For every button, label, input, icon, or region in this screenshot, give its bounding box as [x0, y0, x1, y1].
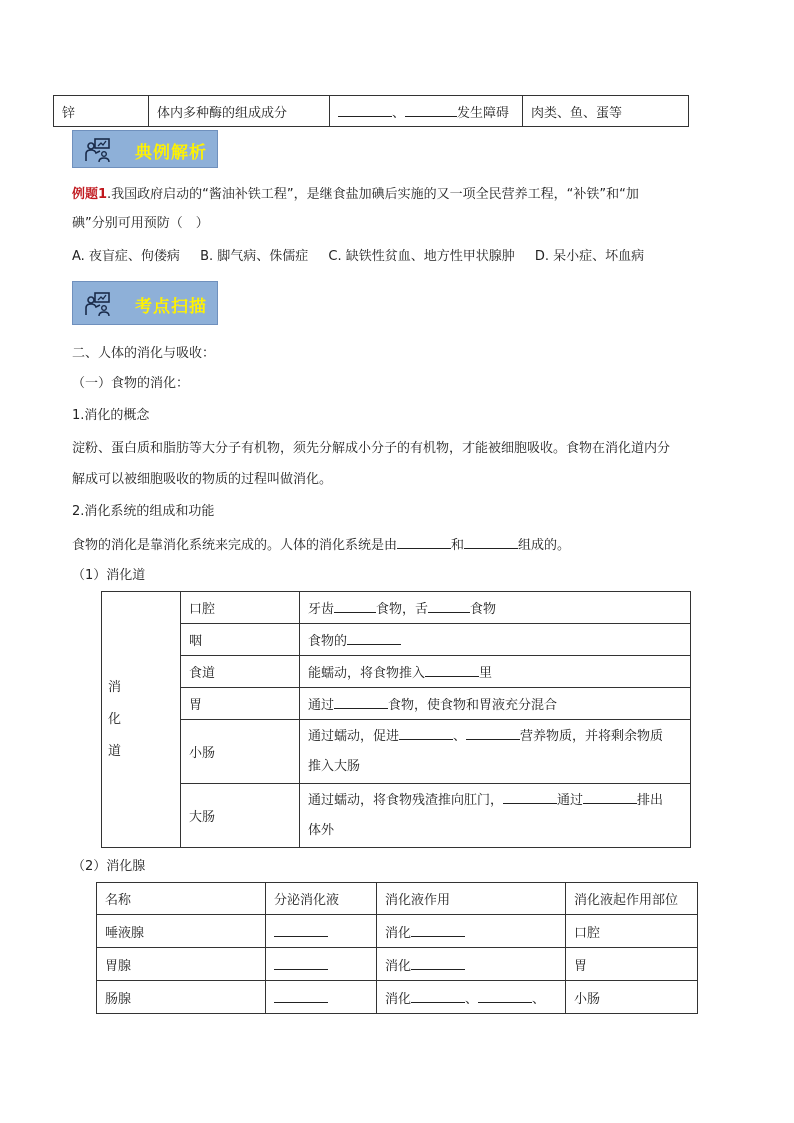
fill-blank — [347, 630, 401, 645]
table-row — [97, 948, 698, 981]
organ-cell — [181, 720, 300, 784]
system-text-c: 组成的。 — [518, 538, 571, 553]
concept-text-line2: 解成可以被细胞吸收的物质的过程叫做消化。 — [72, 472, 333, 487]
organ-cell — [181, 624, 300, 656]
organ-cell — [181, 592, 300, 624]
gland-name: 肠腺 — [97, 981, 266, 1014]
function-text: 排出 — [637, 792, 664, 808]
fill-blank — [334, 694, 388, 709]
organ-cell — [181, 784, 300, 848]
function-cell — [300, 624, 691, 656]
function-text: 食物，舌 — [376, 602, 429, 617]
action-text: 消化 — [385, 925, 412, 941]
site-cell: 小肠 — [566, 981, 698, 1014]
fill-blank — [411, 922, 465, 937]
fill-blank — [478, 988, 532, 1003]
table-row — [102, 656, 691, 688]
digestive-glands-table — [96, 882, 698, 1014]
section-heading: 二、人体的消化与吸收： — [72, 346, 216, 361]
section-banner-examples — [72, 130, 218, 168]
system-title: 2.消化系统的组成和功能 — [72, 504, 215, 519]
function-cell — [300, 656, 691, 688]
function-text: 牙齿 — [308, 602, 335, 617]
example-question-line1 — [72, 185, 639, 205]
separator-text: 、 — [392, 105, 406, 121]
column-header: 消化液作用 — [377, 883, 566, 915]
question-text: .我国政府启动的“酱油补铁工程”，是继食盐加碘后实施的又一项全民营养工程，“补铁”和“加 — [107, 187, 639, 202]
organ-name: 食道 — [189, 666, 216, 681]
function-text: 推入大肠 — [308, 758, 361, 774]
organ-cell — [181, 656, 300, 688]
digestive-tract-table — [101, 591, 691, 848]
subsection-heading: （一）食物的消化： — [72, 376, 190, 391]
nutrient-name-cell — [54, 96, 149, 127]
function-text: 通过 — [308, 698, 335, 713]
function-cell — [300, 592, 691, 624]
organ-cell — [181, 688, 300, 720]
secretion-cell — [266, 915, 377, 948]
column-header: 名称 — [97, 883, 266, 915]
food-source-cell — [523, 96, 689, 127]
group-label-char: 消 — [108, 679, 122, 695]
organ-name: 口腔 — [189, 602, 216, 617]
fill-blank — [466, 725, 520, 740]
fill-blank — [334, 598, 376, 613]
tract-group-label — [102, 592, 181, 848]
fill-blank — [274, 922, 328, 937]
function-text: 通过 — [557, 792, 584, 808]
group-label-char: 道 — [108, 743, 122, 759]
glands-title: （2）消化腺 — [72, 859, 146, 874]
function-text: 食物，使食物和胃液充分混合 — [388, 698, 558, 713]
system-text — [72, 534, 570, 556]
gland-name: 胃腺 — [97, 948, 266, 981]
option-d: D. 呆小症、坏血病 — [534, 249, 645, 264]
option-b: B. 脚气病、侏儒症 — [200, 249, 309, 264]
tract-title: （1）消化道 — [72, 568, 146, 583]
fill-blank — [338, 102, 392, 117]
banner-title: 典例解析 — [135, 143, 207, 163]
fill-blank — [428, 598, 470, 613]
action-text: 消化 — [385, 958, 412, 974]
section-banner-scan — [72, 281, 218, 325]
function-text: 通过蠕动，将食物残渣推向肛门， — [308, 792, 504, 808]
example-options — [72, 247, 644, 267]
fill-blank — [411, 955, 465, 970]
example-label: 例题1 — [72, 187, 108, 202]
system-text-a: 食物的消化是靠消化系统来完成的。人体的消化系统是由 — [72, 538, 398, 553]
function-text: 、 — [453, 728, 467, 744]
function-text: 里 — [479, 666, 493, 681]
concept-text-line1: 淀粉、蛋白质和脂肪等大分子有机物，须先分解成小分子的有机物，才能被细胞吸收。食物在消化道内分 — [72, 441, 671, 456]
separator-text: 、 — [465, 991, 479, 1007]
site-cell: 胃 — [566, 948, 698, 981]
action-cell — [377, 948, 566, 981]
nutrient-function-cell — [149, 96, 330, 127]
example-question-line2: 碘”分别可用预防（ ） — [72, 216, 209, 231]
banner-title: 考点扫描 — [135, 297, 207, 317]
person-teaching-icon — [85, 291, 111, 317]
organ-name: 咽 — [189, 634, 203, 649]
function-text: 能蠕动，将食物推入 — [308, 666, 426, 681]
organ-name: 大肠 — [189, 810, 216, 825]
deficiency-text: 发生障碍 — [457, 105, 510, 121]
fill-blank — [399, 725, 453, 740]
site-cell: 口腔 — [566, 915, 698, 948]
action-cell — [377, 915, 566, 948]
function-text: 食物的 — [308, 634, 348, 649]
fill-blank — [411, 988, 465, 1003]
function-cell — [300, 720, 691, 784]
person-teaching-icon — [85, 137, 111, 163]
table-row — [102, 592, 691, 624]
table-header-row — [97, 883, 698, 915]
nutrient-table-zinc-row — [53, 95, 689, 127]
function-text: 通过蠕动，促进 — [308, 728, 400, 744]
fill-blank — [397, 534, 451, 549]
fill-blank — [464, 534, 518, 549]
organ-name: 小肠 — [189, 746, 216, 761]
option-c: C. 缺铁性贫血、地方性甲状腺肿 — [328, 249, 515, 264]
table-row — [102, 720, 691, 784]
function-text: 营养物质，并将剩余物质 — [520, 728, 664, 744]
table-row — [97, 981, 698, 1014]
organ-name: 胃 — [189, 698, 203, 713]
nutrient-name: 锌 — [62, 105, 76, 121]
fill-blank — [503, 789, 557, 804]
fill-blank — [274, 988, 328, 1003]
deficiency-cell — [330, 96, 523, 127]
table-row — [102, 624, 691, 656]
action-text: 消化 — [385, 991, 412, 1007]
food-source: 肉类、鱼、蛋等 — [531, 105, 623, 121]
option-a: A. 夜盲症、佝偻病 — [72, 249, 180, 264]
fill-blank — [425, 662, 479, 677]
action-cell — [377, 981, 566, 1014]
system-text-b: 和 — [451, 538, 465, 553]
group-label-char: 化 — [108, 711, 122, 727]
secretion-cell — [266, 948, 377, 981]
table-row — [97, 915, 698, 948]
nutrient-function: 体内多种酶的组成成分 — [157, 105, 288, 121]
separator-text: 、 — [532, 991, 546, 1007]
function-cell — [300, 784, 691, 848]
gland-name: 唾液腺 — [97, 915, 266, 948]
column-header: 分泌消化液 — [266, 883, 377, 915]
function-cell — [300, 688, 691, 720]
fill-blank — [583, 789, 637, 804]
fill-blank — [274, 955, 328, 970]
table-row — [102, 688, 691, 720]
function-text: 体外 — [308, 822, 335, 838]
concept-title: 1.消化的概念 — [72, 408, 150, 423]
function-text: 食物 — [470, 602, 497, 617]
column-header: 消化液起作用部位 — [566, 883, 698, 915]
table-row — [102, 784, 691, 848]
secretion-cell — [266, 981, 377, 1014]
fill-blank — [405, 102, 457, 117]
